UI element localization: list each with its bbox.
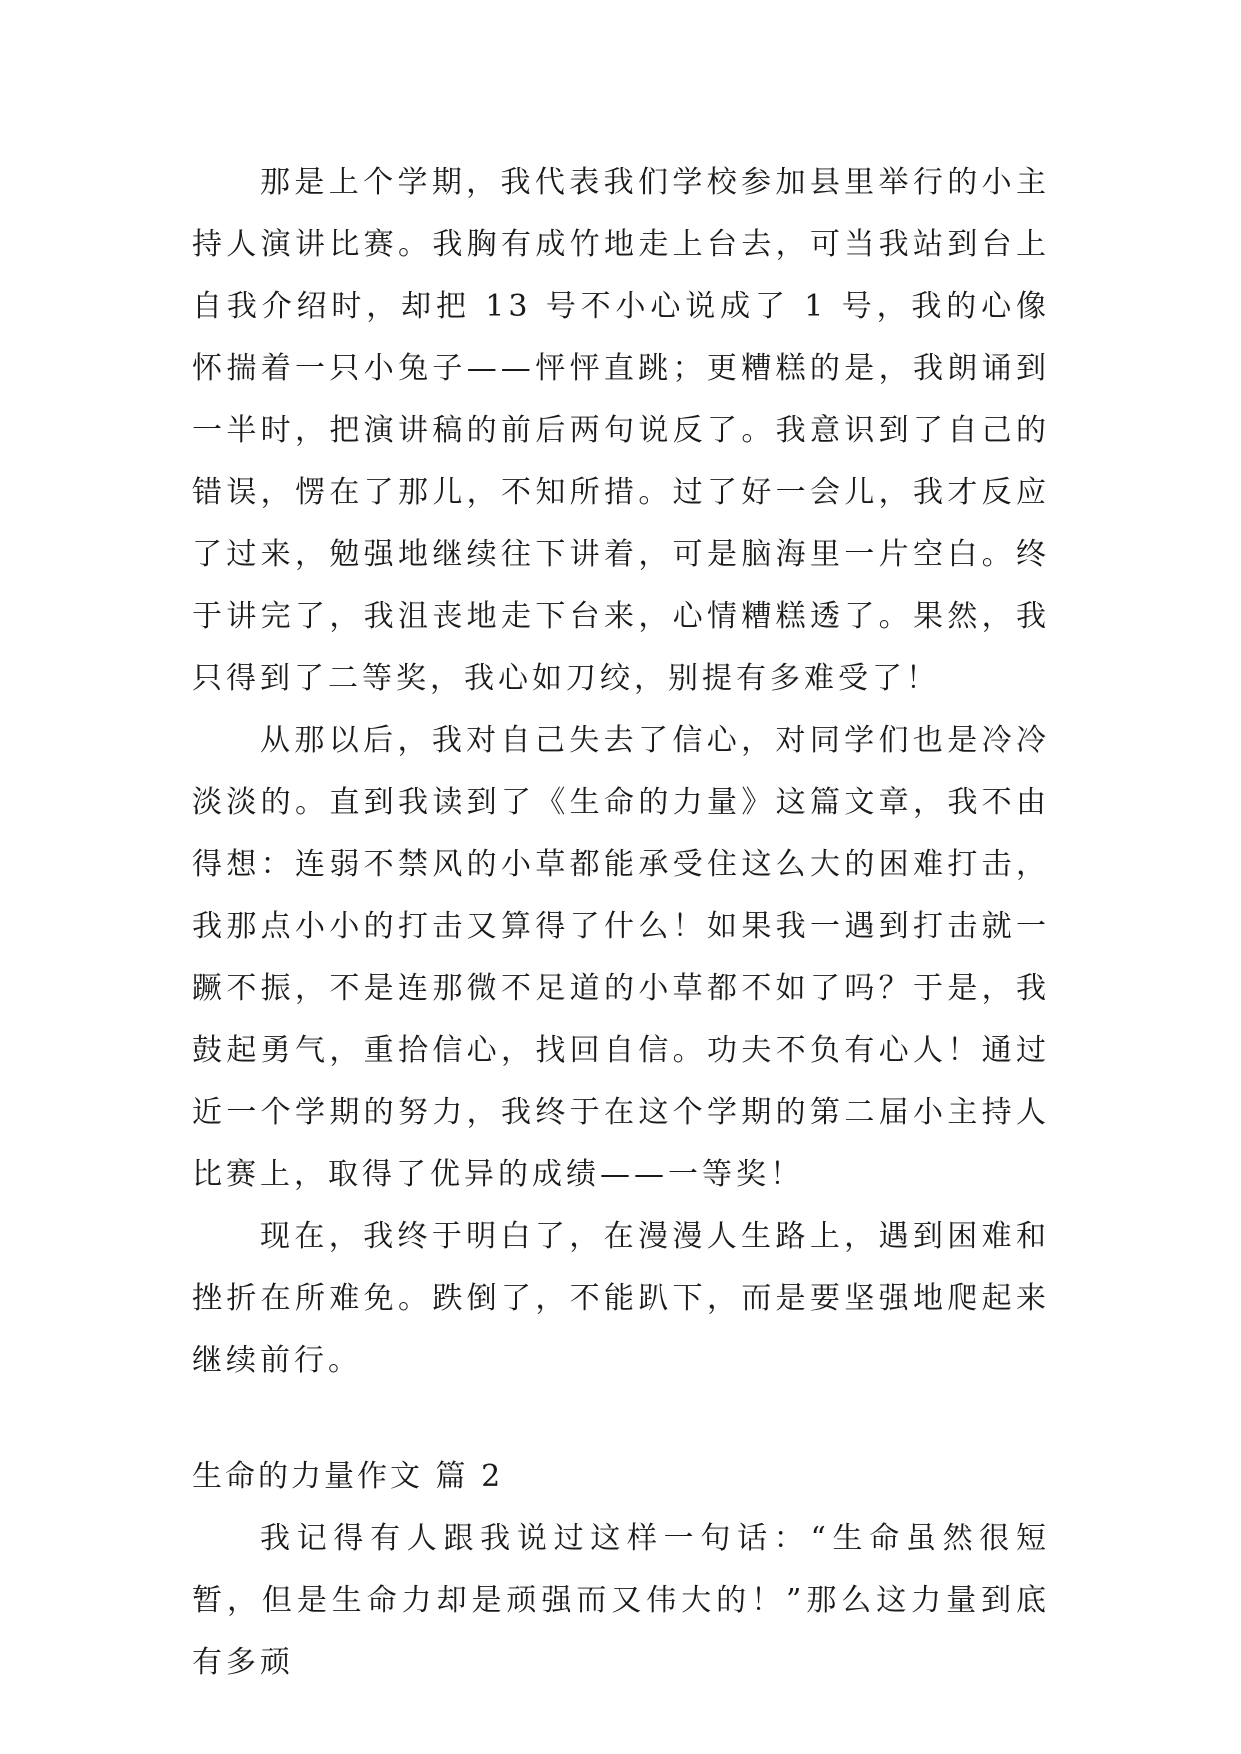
paragraph-2: 从那以后，我对自己失去了信心，对同学们也是冷冷淡淡的。直到我读到了《生命的力量》这篇文章，我不由得想：连弱不禁风的小草都能承受住这么大的困难打击，我那点小小的打击又算得了什么！如果我一遇到打击就一蹶不振，不是连那微不足道的小草都不如了吗？于是，我鼓起勇气，重拾信心，找回自信。功夫不负有心人！通过近一个学期的努力，我终于在这个学期的第二届小主持人比赛上，取得了优异的成绩——一等奖！: [192, 723, 1050, 1192]
section-paragraph: 我记得有人跟我说过这样一句话：“生命虽然很短暂，但是生命力却是顽强而又伟大的！”那么这力量到底有多顽: [192, 1521, 1050, 1680]
paragraph-3: 现在，我终于明白了，在漫漫人生路上，遇到困难和挫折在所难免。跌倒了，不能趴下，而是要坚强地爬起来继续前行。: [192, 1219, 1050, 1378]
paragraph-1: 那是上个学期，我代表我们学校参加县里举行的小主持人演讲比赛。我胸有成竹地走上台去，可当我站到台上自我介绍时，却把 13 号不小心说成了 1 号，我的心像怀揣着一只小兔子——怦怦直跳；更糟糕的是，我朗诵到一半时，把演讲稿的前后两句说反了。我意识到了自己的错误，愣在了那儿，不知所措。过了好一会儿，我才反应了过来，勉强地继续往下讲着，可是脑海里一片空白。终于讲完了，我沮丧地走下台来，心情糟糕透了。果然，我只得到了二等奖，我心如刀绞，别提有多难受了！: [192, 165, 1050, 696]
document-page: [192, 152, 1050, 1694]
section-heading: 生命的力量作文 篇 2: [192, 1459, 504, 1494]
